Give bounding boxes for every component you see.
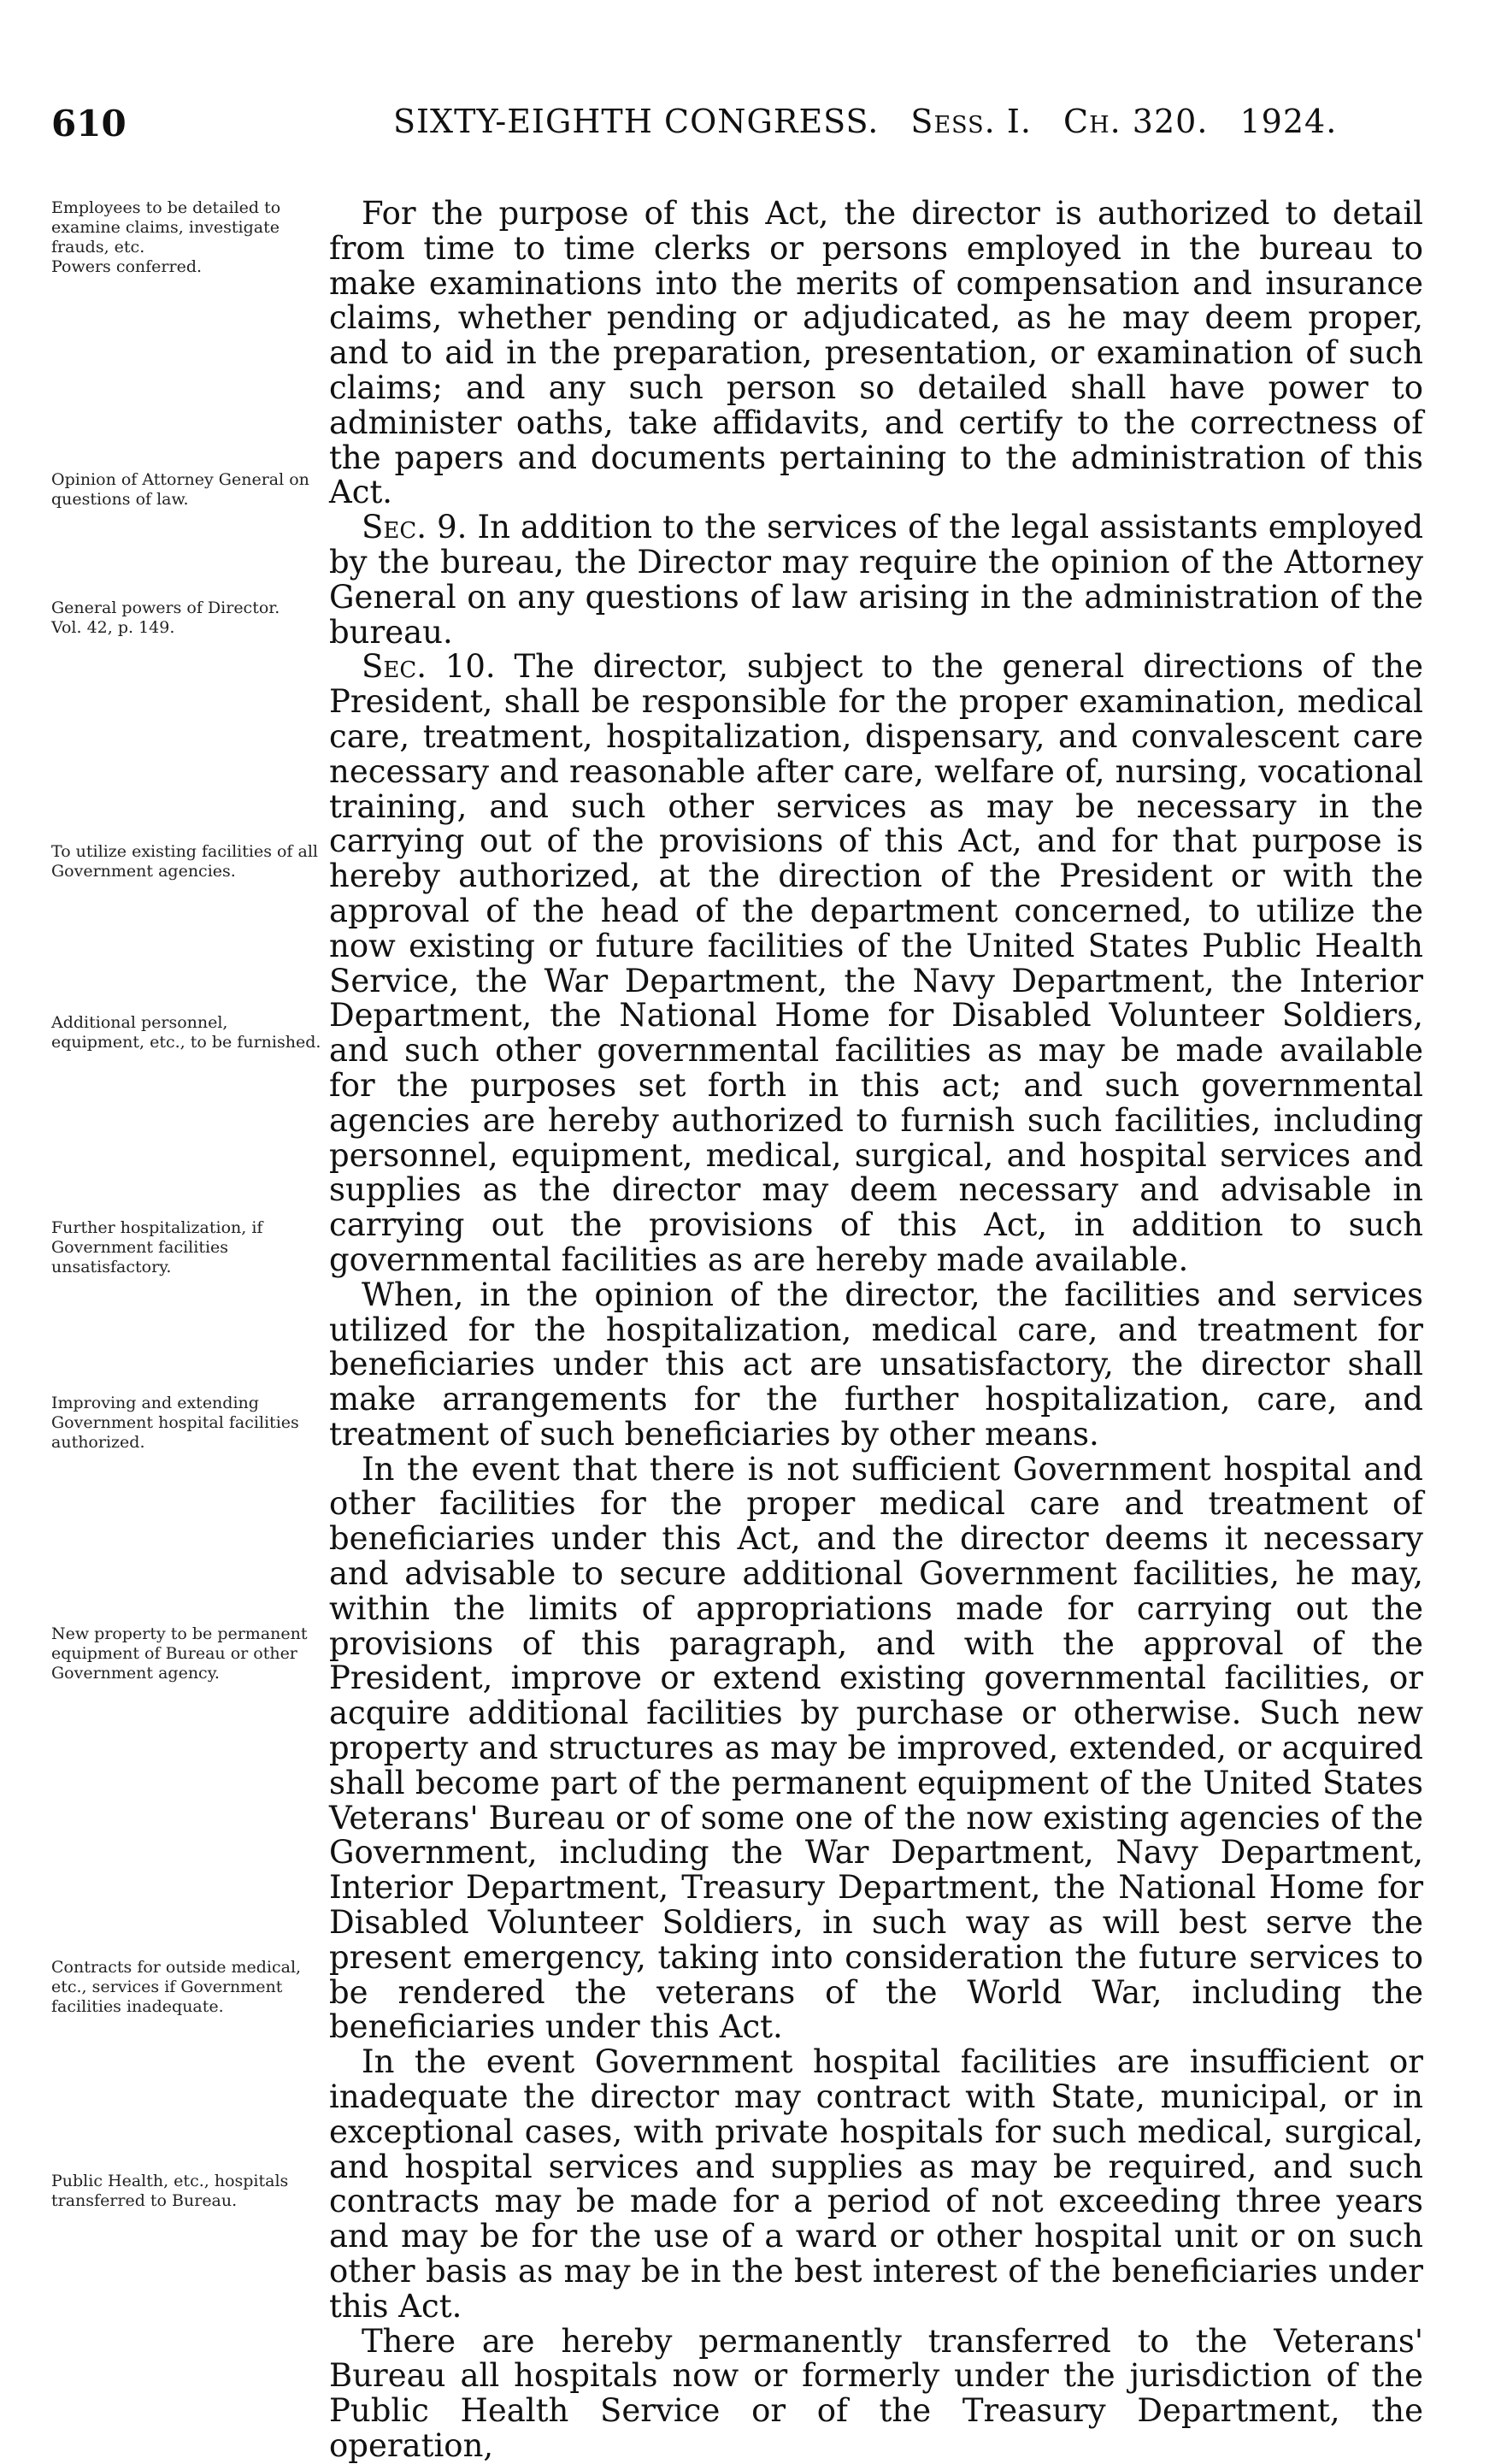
session-label: Sess. I. — [910, 103, 1032, 140]
paragraph-hospital-transfer: There are hereby permanently transferred to the Veterans' Bureau all hospitals now or formerly under the jurisdiction of the Public Health Service or of the Treasury Department, the operation, — [329, 2322, 1423, 2464]
margin-note-director-powers: General powers of Director. Vol. 42, p. 149. — [51, 598, 280, 637]
section-9-text: In addition to the services of the legal assistants employed by the bureau, the Director may require the opinion of the Attorney General on any questions of law arising in the administration of the bureau. — [329, 509, 1424, 651]
margin-note-further-hospitalization: Further hospitalization, if Government facilities unsatisfactory. — [51, 1218, 263, 1276]
year-label: 1924. — [1239, 103, 1338, 140]
running-title — [393, 103, 1357, 140]
page-header — [51, 103, 1419, 154]
margin-note-improving-facilities: Improving and extending Government hospital facilities authorized. — [51, 1394, 299, 1452]
paragraph-outside-contracts: In the event Government hospital facilities are insufficient or inadequate the director may contract with State, municipal, or in exceptional cases, with private hospitals for such medical, surgical, and hospital services and supplies as may be required, and such contracts may be made for a period of not exceeding three years and may be for the use of a ward or other hospital unit or on such other basis as may be in the best interest of the beneficiaries under this Act. — [329, 2043, 1423, 2325]
margin-note-hospitals-transferred: Public Health, etc., hospitals transferred to Bureau. — [51, 2172, 289, 2210]
margin-note-attorney-general: Opinion of Attorney General on questions of law. — [51, 470, 309, 509]
section-10-text: The director, subject to the general directions of the President, shall be responsible for the proper examination, medical care, treatment, hospitalization, dispensary, and convalescent care necessary and reasonable after care, welfare of, nursing, vocational training, and such other services as may be necessary in the carrying out of the provisions of this Act, and for that purpose is hereby authorized, at the direction of the President or with the approval of the head of the department concerned, to utilize the now existing or future facilities of the United States Public Health Service, the War Department, the Navy Department, the Interior Department, the National Home for Disabled Volunteer Soldiers, and such other governmental facilities as may be made available for the purposes set forth in this act; and such governmental agencies are hereby authorized to furnish such facilities, including personnel, equipment, medical, surgical, and hospital services and supplies as the director may deem necessary and advisable in carrying out the provisions of this Act, in addition to such governmental facilities as are hereby made available. — [329, 648, 1424, 1278]
chapter-label: Ch. 320. — [1063, 103, 1209, 140]
margin-note-outside-contracts: Contracts for outside medical, etc., services if Government facilities inadequate. — [51, 1958, 302, 2016]
margin-note-employees: Employees to be detailed to examine claims, investigate frauds, etc. Powers conferred. — [51, 198, 281, 276]
paragraph-detail-clerks: For the purpose of this Act, the director is authorized to detail from time to time clerks or persons employed in the bureau to make examinations into the merits of compensation and insurance claims, whether pending or adjudicated, as he may deem proper, and to aid in the preparation, presentation, or examination of such claims; and any such person so detailed shall have power to administer oaths, take affidavits, and certify to the correctness of the papers and documents pertaining to the administration of this Act. — [329, 195, 1423, 511]
section-9-label: Sec. 9. — [362, 509, 468, 546]
section-10 — [329, 650, 1423, 1277]
section-9 — [329, 510, 1423, 650]
paragraph-unsatisfactory-facilities: When, in the opinion of the director, the facilities and services utilized for the hospitalization, medical care, and treatment for beneficiaries under this act are unsatisfactory, the director shall make arrangements for the further hospitalization, care, and treatment of such beneficiaries by other means. — [329, 1276, 1423, 1453]
margin-note-existing-facilities: To utilize existing facilities of all Government agencies. — [51, 842, 318, 881]
page-number: 610 — [51, 103, 127, 144]
section-10-label: Sec. 10. — [362, 648, 496, 686]
margin-note-new-property: New property to be permanent equipment of Bureau or other Government agency. — [51, 1624, 308, 1683]
margin-note-additional-personnel: Additional personnel, equipment, etc., to be furnished. — [51, 1013, 321, 1052]
congress-label: SIXTY-EIGHTH CONGRESS. — [393, 103, 880, 140]
paragraph-insufficient-facilities: In the event that there is not sufficient Government hospital and other facilities for the proper medical care and treatment of beneficiaries under this Act, and the director deems it necessary and advisable to secure additional Government facilities, he may, within the limits of appropriations made for carrying out the provisions of this paragraph, and with the approval of the President, improve or extend existing governmental facilities, or acquire additional facilities by purchase or otherwise. Such new property and structures as may be improved, extended, or acquired shall become part of the permanent equipment of the United States Veterans' Bureau or of some one of the now existing agencies of the Government, including the War Department, Navy Department, Interior Department, Treasury Department, the National Home for Disabled Volunteer Soldiers, in such way as will best serve the present emergency, taking into consideration the future services to be rendered the veterans of the World War, including the beneficiaries under this Act. — [329, 1450, 1423, 2046]
statute-body — [329, 197, 1423, 2464]
